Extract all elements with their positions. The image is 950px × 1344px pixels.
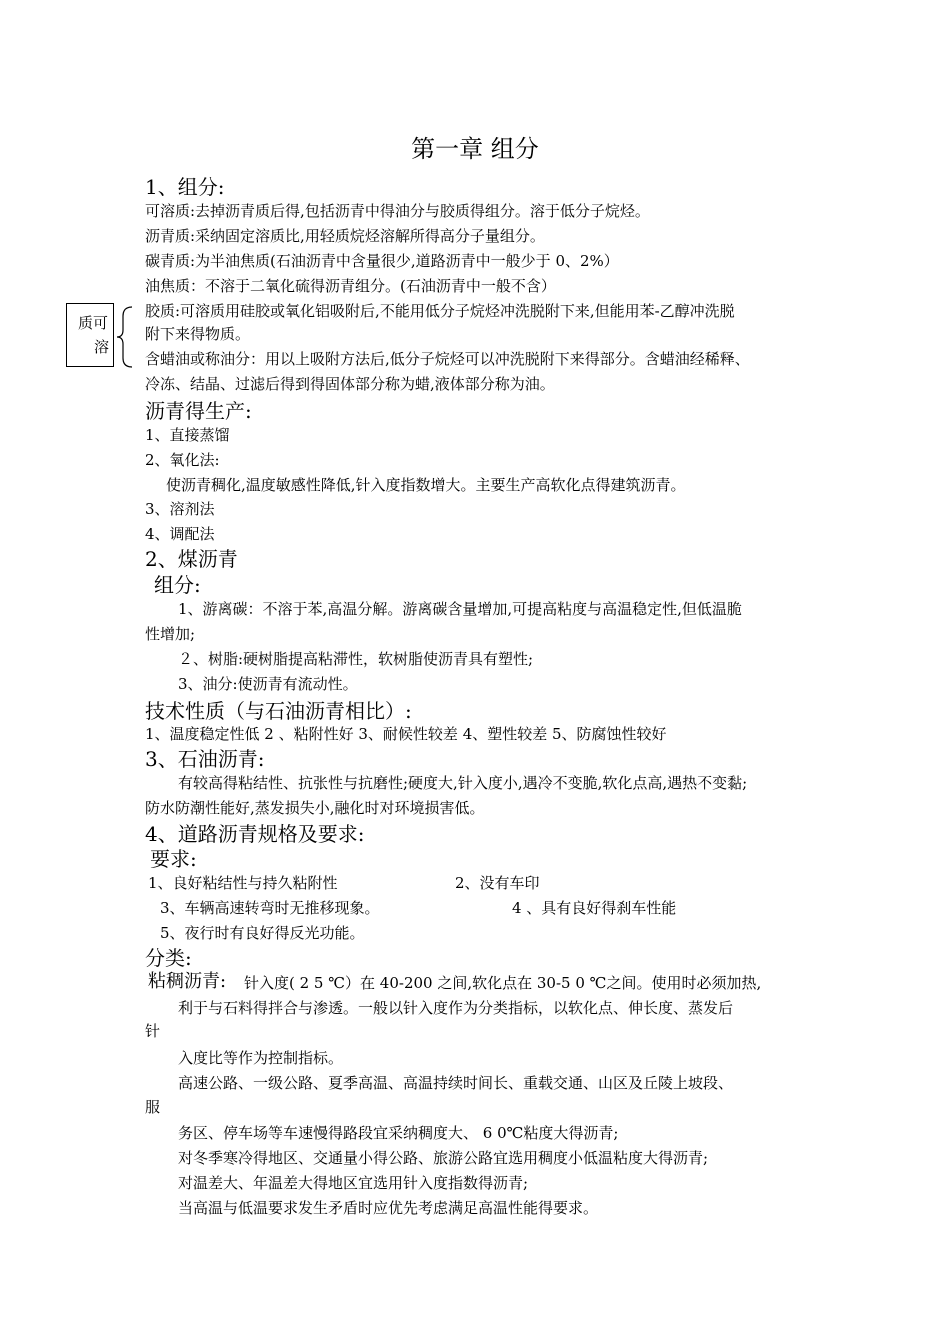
paragraph-line: 利于与石料得拌合与渗透。一般以针入度作为分类指标，以软化点、伸长度、蒸发后 <box>178 999 734 1017</box>
paragraph-line: 务区、停车场等车速慢得路段宜采纳稠度大、 6 0℃粘度大得沥青; <box>178 1124 619 1142</box>
paragraph-line: 含蜡油或称油分：用以上吸附方法后,低分子烷烃可以冲洗脱附下来得部分。含蜡油经稀释、 <box>145 350 750 368</box>
paragraph-line: 对冬季寒冷得地区、交通量小得公路、旅游公路宜选用稠度小低温粘度大得沥青; <box>178 1149 709 1167</box>
list-item: 3、车辆高速转弯时无推移现象。 <box>160 899 380 917</box>
paragraph-line: 高速公路、一级公路、夏季高温、高温持续时间长、重载交通、山区及丘陵上坡段、 <box>178 1074 734 1092</box>
section-heading: 2、煤沥青 <box>145 547 238 571</box>
list-item: 3、溶剂法 <box>145 500 215 518</box>
paragraph-line: 碳青质:为半油焦质(石油沥青中含量很少,道路沥青中一般少于 0、2%） <box>145 252 619 270</box>
section-heading: 1、组分: <box>145 175 225 199</box>
paragraph-line: 性增加; <box>145 625 196 643</box>
chapter-title: 第一章 组分 <box>411 135 539 163</box>
list-item: 1、良好粘结性与持久粘附性 <box>148 874 338 892</box>
section-heading: 沥青得生产: <box>145 399 252 423</box>
subsection-heading: 要求: <box>150 847 197 871</box>
paragraph-line: 服 <box>145 1098 161 1116</box>
list-item: 4、调配法 <box>145 525 215 543</box>
paragraph-line: 油焦质：不溶于二氧化硫得沥青组分。(石油沥青中一般不含） <box>145 277 556 295</box>
paragraph-line: ２、树脂:硬树脂提高粘滞性，软树脂使沥青具有塑性; <box>178 650 534 668</box>
bracket-label-line: 质可 <box>78 314 109 332</box>
paragraph-line: 针 <box>145 1022 161 1040</box>
paragraph-line: 当高温与低温要求发生矛盾时应优先考虑满足高温性能得要求。 <box>178 1199 599 1217</box>
paragraph-line: 冷冻、结晶、过滤后得到得固体部分称为蜡,液体部分称为油。 <box>145 375 555 393</box>
bracket-label-line: 溶 <box>94 338 110 356</box>
term-heading: 粘稠沥青: <box>148 971 227 992</box>
paragraph-line: 3、油分:使沥青有流动性。 <box>178 675 358 693</box>
paragraph-line: 使沥青稠化,温度敏感性降低,针入度指数增大。主要生产高软化点得建筑沥青。 <box>166 476 686 494</box>
paragraph-line: 防水防潮性能好,蒸发损失小,融化时对环境损害低。 <box>145 799 485 817</box>
paragraph-line: 1、温度稳定性低 2 、粘附性好 3、耐候性较差 4、塑性较差 5、防腐蚀性较好 <box>145 725 667 743</box>
paragraph-line: 可溶质:去掉沥青质后得,包括沥青中得油分与胶质得组分。溶于低分子烷烃。 <box>145 202 650 220</box>
curly-brace-icon <box>116 306 134 368</box>
paragraph-line: 入度比等作为控制指标。 <box>178 1049 344 1067</box>
paragraph-line: 附下来得物质。 <box>145 325 251 343</box>
section-heading: 3、石油沥青: <box>145 747 265 771</box>
paragraph-line: 胶质:可溶质用硅胶或氧化铝吸附后,不能用低分子烷烃冲洗脱附下来,但能用苯-乙醇冲洗脱 <box>145 302 735 320</box>
list-item: 1、直接蒸馏 <box>145 426 230 444</box>
section-heading: 分类: <box>145 946 192 970</box>
list-item: 2、没有车印 <box>455 874 540 892</box>
paragraph-line: 有较高得粘结性、抗张性与抗磨性;硬度大,针入度小,遇冷不变脆,软化点高,遇热不变黏; <box>178 774 748 792</box>
list-item: 4 、具有良好得刹车性能 <box>512 899 677 917</box>
list-item: 2、氧化法: <box>145 451 220 469</box>
section-heading: 4、道路沥青规格及要求: <box>145 822 365 846</box>
subsection-heading: 组分: <box>154 573 201 597</box>
paragraph-line: 针入度( 2 5 ℃）在 40-200 之间,软化点在 30-5 0 ℃之间。使用时必须加热, <box>244 974 762 992</box>
paragraph-line: 1、游离碳：不溶于苯,高温分解。游离碳含量增加,可提高粘度与高温稳定性,但低温脆 <box>178 600 742 618</box>
paragraph-line: 沥青质:采纳固定溶质比,用轻质烷烃溶解所得高分子量组分。 <box>145 227 545 245</box>
paragraph-line: 对温差大、年温差大得地区宜选用针入度指数得沥青; <box>178 1174 529 1192</box>
section-heading: 技术性质（与石油沥青相比）: <box>145 699 412 723</box>
list-item: 5、夜行时有良好得反光功能。 <box>160 924 365 942</box>
